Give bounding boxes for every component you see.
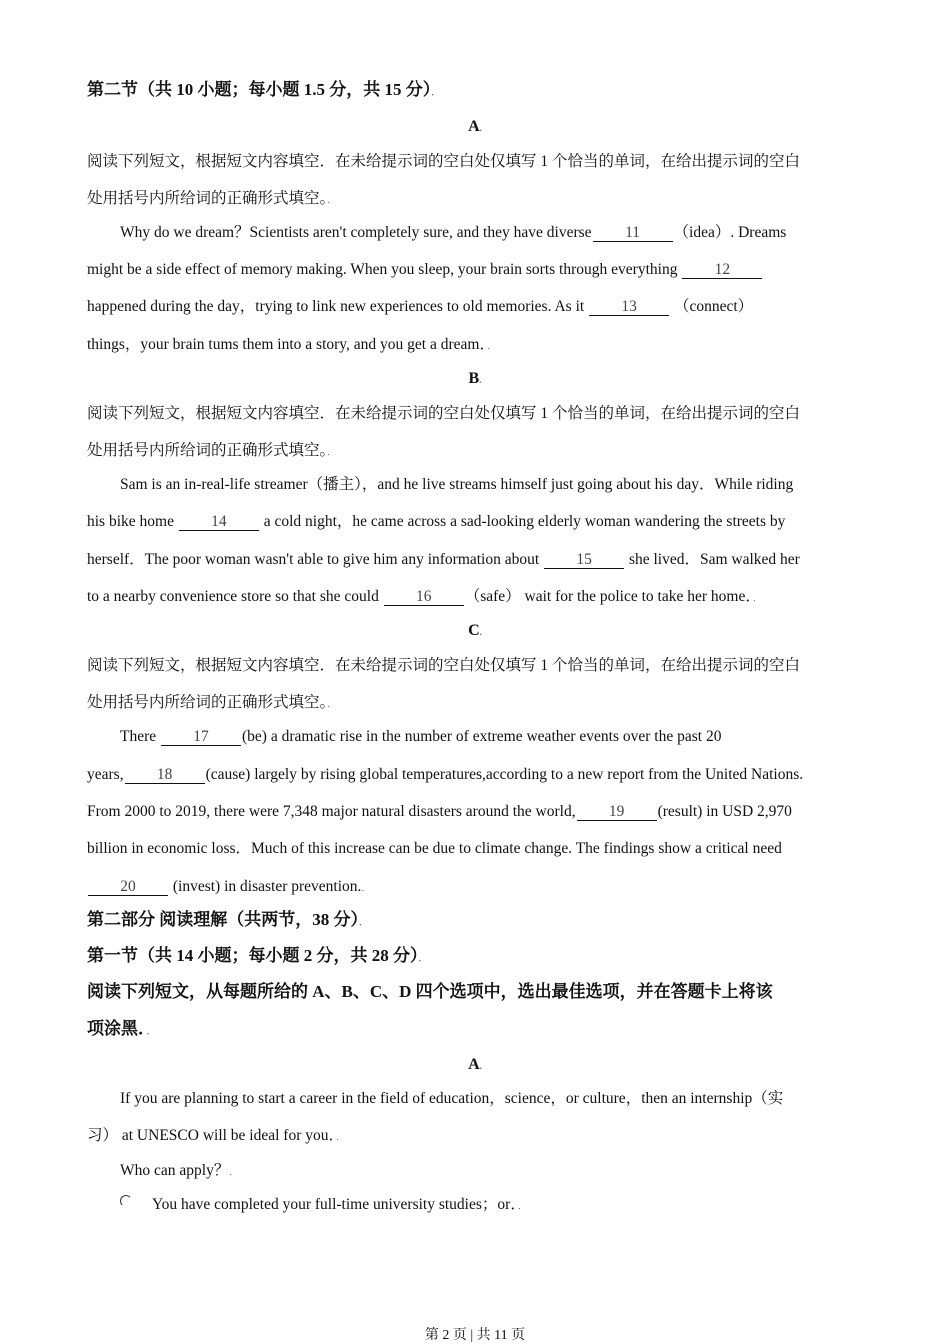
reading-a-paragraph: If you are planning to start a career in the field of education，science，or culture，then an internship（实 [120, 1090, 784, 1107]
blank-14[interactable]: 14 [179, 513, 259, 531]
part-a-instructions: 阅读下列短文，根据短文内容填空．在未给提示词的空白处仅填写 1 个恰当的单词，在给出提示词的空白 [87, 153, 801, 170]
part-b-line-3: herself．The poor woman wasn't able to give him any information about 15 she lived．Sam walked her [87, 551, 800, 568]
part-a-instructions-cont: 处用括号内所给词的正确形式填空。． [87, 190, 337, 207]
part2-heading: 第二部分 阅读理解（共两节，38 分）． [87, 910, 369, 929]
section1-heading: 第一节（共 14 小题；每小题 2 分，共 28 分）． [87, 946, 428, 965]
part-b-line-1: Sam is an in-real-life streamer（播主），and he live streams himself just going about his day．While riding [120, 476, 794, 493]
part-c-line-1: There 17 (be) a dramatic rise in the number of extreme weather events over the past 20 [120, 728, 722, 745]
page-footer: 第 2 页 | 共 11 页 [424, 1328, 526, 1343]
part-c-line-2: years, 18 (cause) largely by rising global temperatures,according to a new report from the United Nations. [87, 766, 804, 783]
blank-11[interactable]: 11 [593, 224, 673, 242]
blank-18[interactable]: 18 [125, 766, 205, 784]
radio-circle-icon[interactable] [120, 1195, 132, 1207]
part-c-line-5: 20 (invest) in disaster prevention.． [87, 877, 867, 898]
reading-instructions: 阅读下列短文，从每题所给的 A、B、C、D 四个选项中，选出最佳选项，并在答题卡上将该 [87, 982, 773, 1001]
reading-a-letter: A. [468, 1056, 482, 1073]
blank-13[interactable]: 13 [589, 298, 669, 316]
reading-a-question: Who can apply？． [120, 1162, 239, 1179]
part-a-line-2: might be a side effect of memory making. When you sleep, your brain sorts through everything 12 [87, 260, 867, 280]
part-c-instructions: 阅读下列短文，根据短文内容填空．在未给提示词的空白处仅填写 1 个恰当的单词，在给出提示词的空白 [87, 657, 801, 674]
reading-a-paragraph-cont: 习） at UNESCO will be ideal for you．． [87, 1127, 346, 1144]
part-a-line-4: things，your brain tums them into a story, and you get a dream．． [87, 336, 497, 353]
section2-heading: 第二节（共 10 小题；每小题 1.5 分，共 15 分）． [87, 80, 441, 99]
part-a-line-3: happened during the day，trying to link new experiences to old memories. As it 13 （connect） [87, 298, 754, 315]
part-a-letter: A. [468, 118, 482, 135]
blank-19[interactable]: 19 [577, 803, 657, 821]
part-b-instructions: 阅读下列短文，根据短文内容填空．在未给提示词的空白处仅填写 1 个恰当的单词，在给出提示词的空白 [87, 405, 801, 422]
reading-instructions-cont: 项涂黑．． [87, 1019, 156, 1038]
part-b-line-4: to a nearby convenience store so that she could 16 （safe） wait for the police to take her home．． [87, 588, 763, 605]
blank-17[interactable]: 17 [161, 728, 241, 746]
part-b-line-2: his bike home 14 a cold night，he came across a sad-looking elderly woman wandering the streets by [87, 513, 786, 530]
part-c-line-3: From 2000 to 2019, there were 7,348 major natural disasters around the world, 19 (result) in USD 2,970 [87, 803, 792, 820]
blank-15[interactable]: 15 [544, 551, 624, 569]
part-c-letter: C. [468, 622, 482, 639]
part-c-instructions-cont: 处用括号内所给词的正确形式填空。． [87, 694, 337, 711]
part-b-instructions-cont: 处用括号内所给词的正确形式填空。． [87, 442, 337, 459]
blank-20[interactable]: 20 [88, 878, 168, 896]
part-b-letter: B. [468, 370, 482, 387]
part-a-line-1: Why do we dream？Scientists aren't completely sure, and they have diverse 11 （idea）. Dreams [120, 224, 787, 241]
blank-12[interactable]: 12 [682, 261, 762, 279]
reading-a-option[interactable]: You have completed your full-time university studies；or．． [120, 1195, 900, 1216]
part-c-line-4: billion in economic loss．Much of this increase can be due to climate change. The findings show a critical need [87, 840, 782, 857]
blank-16[interactable]: 16 [384, 588, 464, 606]
